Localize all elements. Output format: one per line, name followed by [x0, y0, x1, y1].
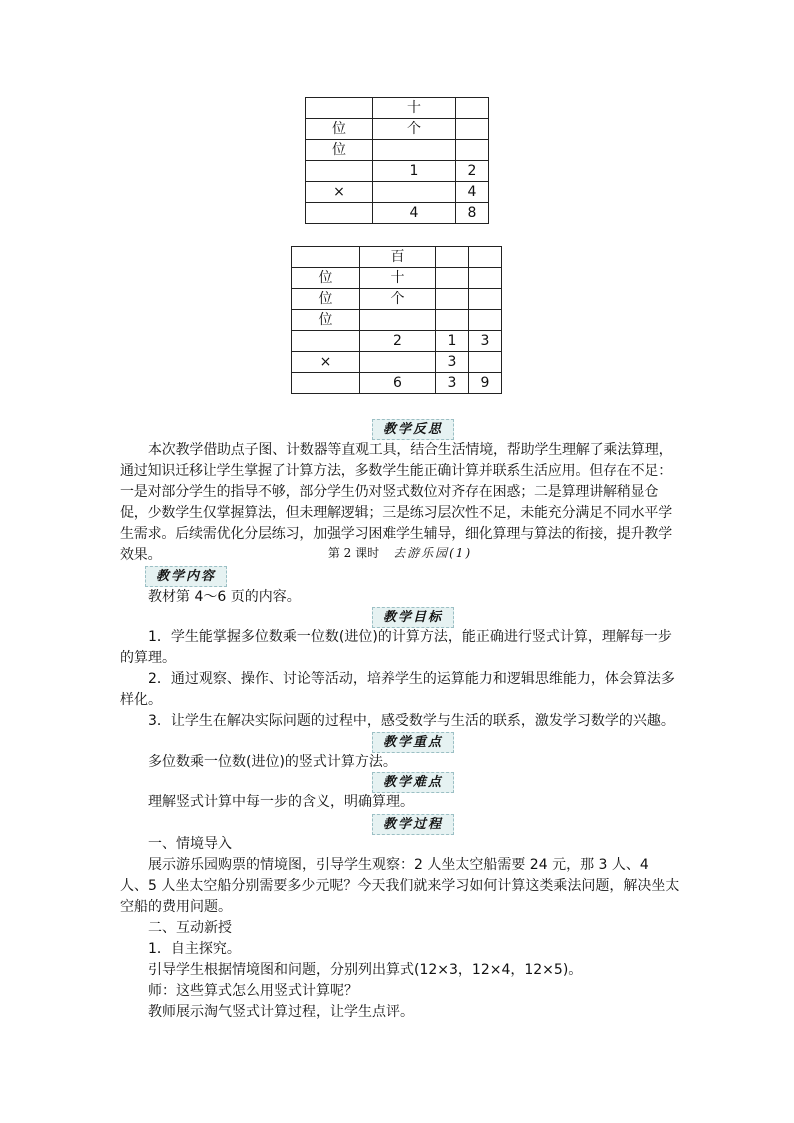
objective-item-3: 3．让学生在解决实际问题的过程中，感受数学与生活的联系，激发学习数学的兴趣。 — [148, 713, 675, 729]
table1-row — [306, 182, 489, 203]
table2-cell — [292, 373, 360, 394]
show-text: 教师展示淘气竖式计算过程，让学生点评。 — [148, 1004, 414, 1020]
table1-cell: × — [306, 182, 373, 203]
content-text: 教材第 4～6 页的内容。 — [148, 589, 301, 605]
difficulty-heading: 教学难点 — [372, 772, 454, 793]
table2-row — [292, 247, 502, 268]
table2-cell: 位 — [292, 289, 360, 310]
table2-cell: 3 — [436, 352, 469, 373]
objective-item-2: 2．通过观察、操作、讨论等活动，培养学生的运算能力和逻辑思维能力，体会算法多样化。 — [120, 671, 675, 708]
table1-cell — [306, 98, 373, 119]
table1-row — [306, 119, 489, 140]
table2-cell — [360, 310, 436, 331]
table2-cell: 十 — [360, 268, 436, 289]
table2-cell: 3 — [436, 373, 469, 394]
table2-cell — [292, 331, 360, 352]
section-interactive: 二、互动新授 — [148, 920, 232, 936]
table2-row — [292, 289, 502, 310]
table2-row — [292, 373, 502, 394]
table1-row — [306, 161, 489, 182]
table2-cell: 2 — [360, 331, 436, 352]
table2-row — [292, 310, 502, 331]
table1-row — [306, 98, 489, 119]
step-explore: 1．自主探究。 — [148, 941, 241, 957]
table2-cell: 个 — [360, 289, 436, 310]
table2-cell: 百 — [360, 247, 436, 268]
table1-cell — [456, 98, 489, 119]
table2-cell — [436, 247, 469, 268]
table2-cell: 1 — [436, 331, 469, 352]
table1-cell: 1 — [373, 161, 456, 182]
objective-item-1: 1．学生能掌握多位数乘一位数(进位)的计算方法，能正确进行竖式计算，理解每一步的算理。 — [120, 629, 672, 666]
table1-cell — [306, 203, 373, 224]
table1-row — [306, 203, 489, 224]
table2-cell: 3 — [469, 331, 502, 352]
lesson-title — [120, 545, 680, 561]
table2-row — [292, 268, 502, 289]
table2-cell — [360, 352, 436, 373]
place-value-table-2 — [291, 246, 502, 394]
reflection-heading: 教学反思 — [372, 419, 454, 440]
table1-cell — [373, 140, 456, 161]
table1-cell — [373, 182, 456, 203]
table1-cell: 4 — [456, 182, 489, 203]
table2-cell — [436, 268, 469, 289]
table2-cell — [469, 268, 502, 289]
table2-cell — [436, 310, 469, 331]
table2-cell — [469, 310, 502, 331]
table2-cell: 9 — [469, 373, 502, 394]
table2-cell: 位 — [292, 310, 360, 331]
objectives-heading: 教学目标 — [372, 607, 454, 628]
table1-cell — [306, 161, 373, 182]
content-heading: 教学内容 — [145, 566, 227, 587]
reflection-text: 本次教学借助点子图、计数器等直观工具，结合生活情境，帮助学生理解了乘法算理，通过知识迁移让学生掌握了计算方法，多数学生能正确计算并联系生活应用。但存在不足：一是对部分学生的指导不够，部分学生仍对竖式数位对齐存在困惑；二是算理讲解稍显仓促，少数学生仅掌握算法，但未理解逻辑；三是练习层次性不足，未能充分满足不同水平学生需求。后续需优化分层练习，加强学习困难学生辅导，细化算理与算法的衔接，提升教学效果。 — [120, 442, 673, 563]
table2-cell: 位 — [292, 268, 360, 289]
table2-cell — [436, 289, 469, 310]
table1-cell: 8 — [456, 203, 489, 224]
table2-cell — [469, 247, 502, 268]
place-value-table-1 — [305, 97, 489, 224]
table2-cell — [469, 289, 502, 310]
table1-cell: 4 — [373, 203, 456, 224]
situation-text: 展示游乐园购票的情境图，引导学生观察：2 人坐太空船需要 24 元，那 3 人、4 人、5 人坐太空船分别需要多少元呢？今天我们就来学习如何计算这类乘法问题，解决坐太空船的费用问题。 — [120, 857, 680, 915]
table2-cell: × — [292, 352, 360, 373]
key-point-text: 多位数乘一位数(进位)的竖式计算方法。 — [148, 754, 397, 770]
key-point-heading: 教学重点 — [372, 732, 454, 753]
difficulty-text: 理解竖式计算中每一步的含义，明确算理。 — [148, 794, 414, 810]
table1-cell — [456, 119, 489, 140]
table1-row — [306, 140, 489, 161]
table2-cell: 6 — [360, 373, 436, 394]
lesson-number: 第 2 课时 — [327, 546, 380, 560]
table2-cell — [469, 352, 502, 373]
table1-cell: 位 — [306, 140, 373, 161]
table1-cell: 2 — [456, 161, 489, 182]
teacher-question: 师：这些算式怎么用竖式计算呢？ — [148, 983, 358, 999]
table1-cell: 个 — [373, 119, 456, 140]
table1-cell: 位 — [306, 119, 373, 140]
process-heading: 教学过程 — [372, 814, 454, 835]
table1-cell: 十 — [373, 98, 456, 119]
table2-cell — [292, 247, 360, 268]
lesson-name: 去游乐园(1) — [393, 546, 473, 560]
table2-row — [292, 352, 502, 373]
table1-cell — [456, 140, 489, 161]
section-situation: 一、情境导入 — [148, 836, 232, 852]
guide-text: 引导学生根据情境图和问题，分别列出算式(12×3，12×4，12×5)。 — [148, 962, 583, 978]
table2-row — [292, 331, 502, 352]
